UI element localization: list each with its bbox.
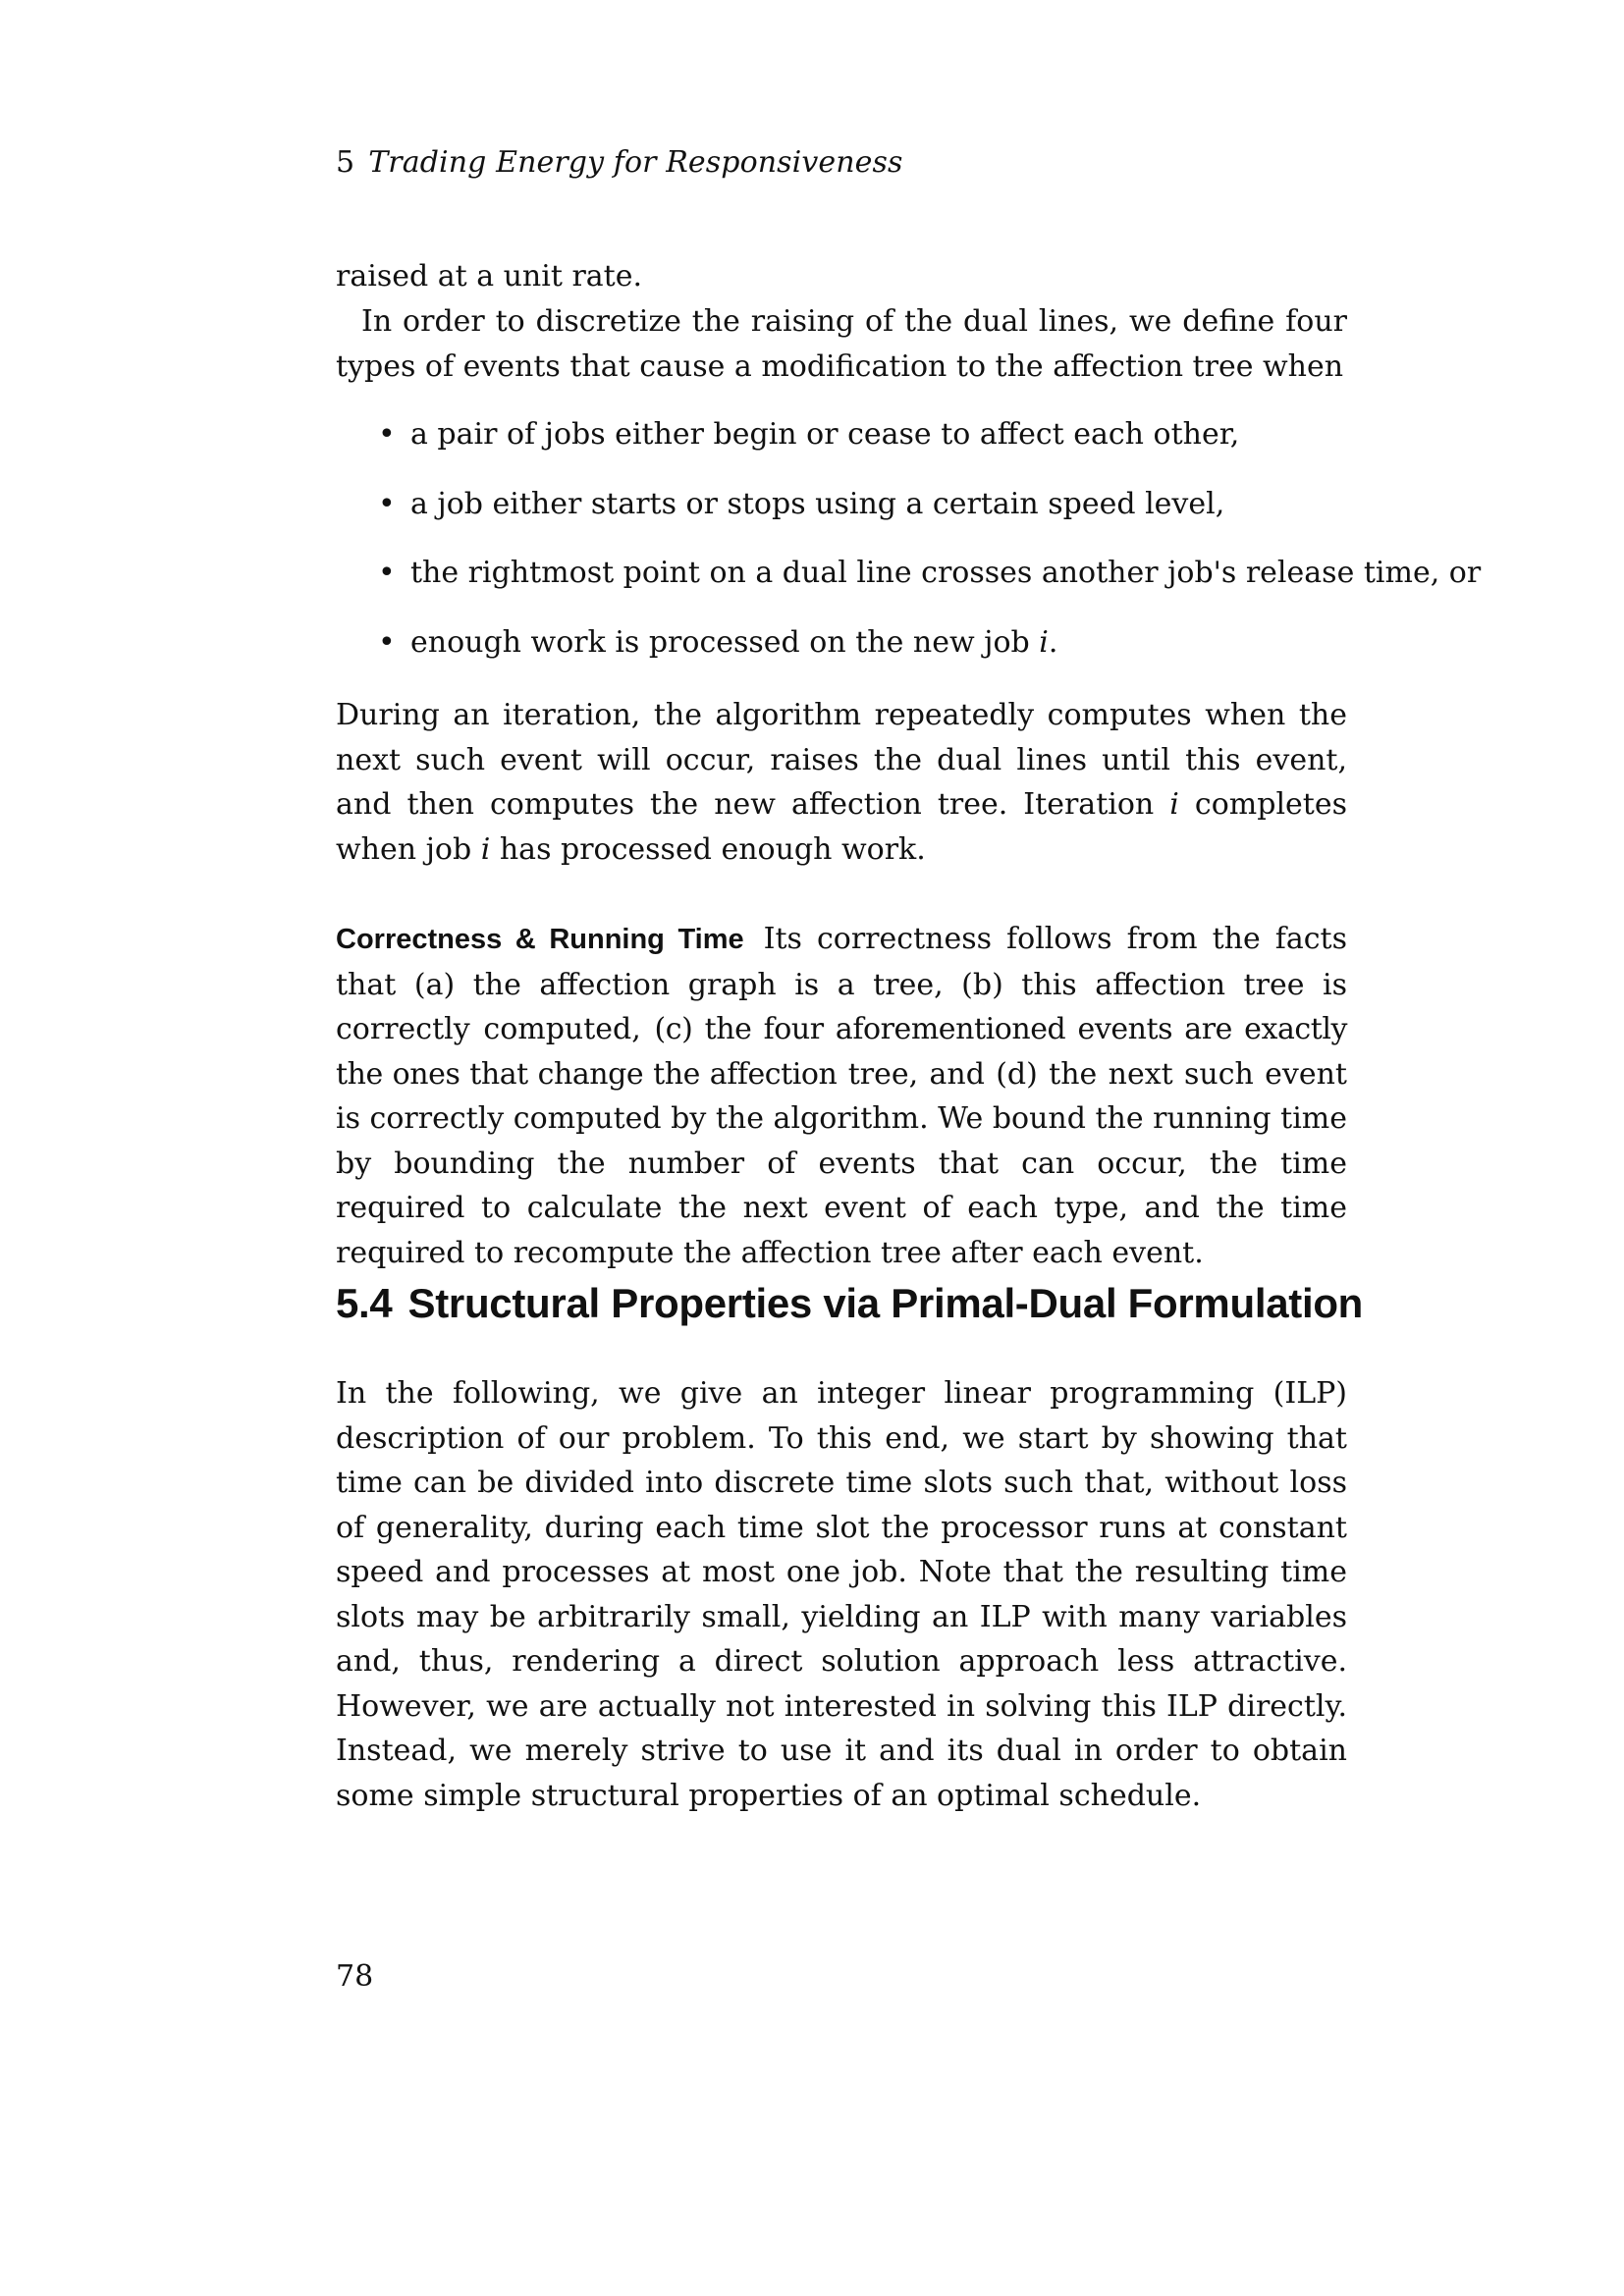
paragraph-events-intro-text: In order to discretize the raising of the dual lines, we define four types of events that cause a modification to the affection tree when [336,304,1347,384]
bullet-icon: • [378,556,396,590]
section-title-text: Structural Properties via Primal-Dual Formulation [407,1280,1364,1326]
chapter-title: Trading Energy for Responsiveness [368,145,903,180]
list-item: • the rightmost point on a dual line crosses another job's release time, or [336,551,1347,620]
paragraph-heading: Correctness & Running Time [336,924,744,955]
math-variable: i [1039,624,1049,660]
math-variable: i [480,831,491,867]
running-header [336,145,903,180]
chapter-number: 5 [336,145,355,180]
paragraph-continuation: raised at a unit rate. [336,259,643,294]
event-list [336,412,1482,689]
math-variable: i [1169,787,1179,822]
paragraph-ilp: In the following, we give an integer linear programming (ILP) description of our problem. To this end, we start by showing that time can be divided into discrete time slots such that, without loss of generality, during each time slot the processor runs at constant speed and processes at most one job. Note that the resulting time slots may be arbitrarily small, yielding an ILP with many variables and, thus, rendering a direct solution approach less attractive. However, we are actually not interested in solving this ILP directly. Instead, we merely strive to use it and its dual in order to obtain some simple structural properties of an optimal schedule. [336,1376,1347,1813]
document-page [336,0,1482,2296]
paragraph-correctness: Correctness & Running Time Its correctness follows from the facts that (a) the affection graph is a tree, (b) this affection tree is correctly computed, (c) the four aforementioned events are exactly the ones that change the affection tree, and (d) the next such event is correctly computed by the algorithm. We bound the running time by bounding the number of events that can occur, the time required to calculate the next event of each type, and the time required to recompute the affection tree after each event. [336,922,1347,1270]
bullet-icon: • [378,417,396,452]
page-number: 78 [336,1959,374,1994]
list-item: • enough work is processed on the new job i. [336,620,1347,690]
section-title [336,1280,1363,1327]
list-item: • a job either starts or stops using a certain speed level, [336,482,1347,552]
bullet-icon: • [378,486,396,521]
section-number: 5.4 [336,1280,393,1326]
paragraph-events-intro [336,299,1347,389]
bullet-icon: • [378,624,396,660]
list-item: • a pair of jobs either begin or cease to affect each other, [336,412,1347,482]
paragraph-iteration: During an iteration, the algorithm repeatedly computes when the next such event will occur, raises the dual lines until this event, and then computes the new affection tree. Iteration i completes when job i has processed enough work. [336,698,1348,867]
